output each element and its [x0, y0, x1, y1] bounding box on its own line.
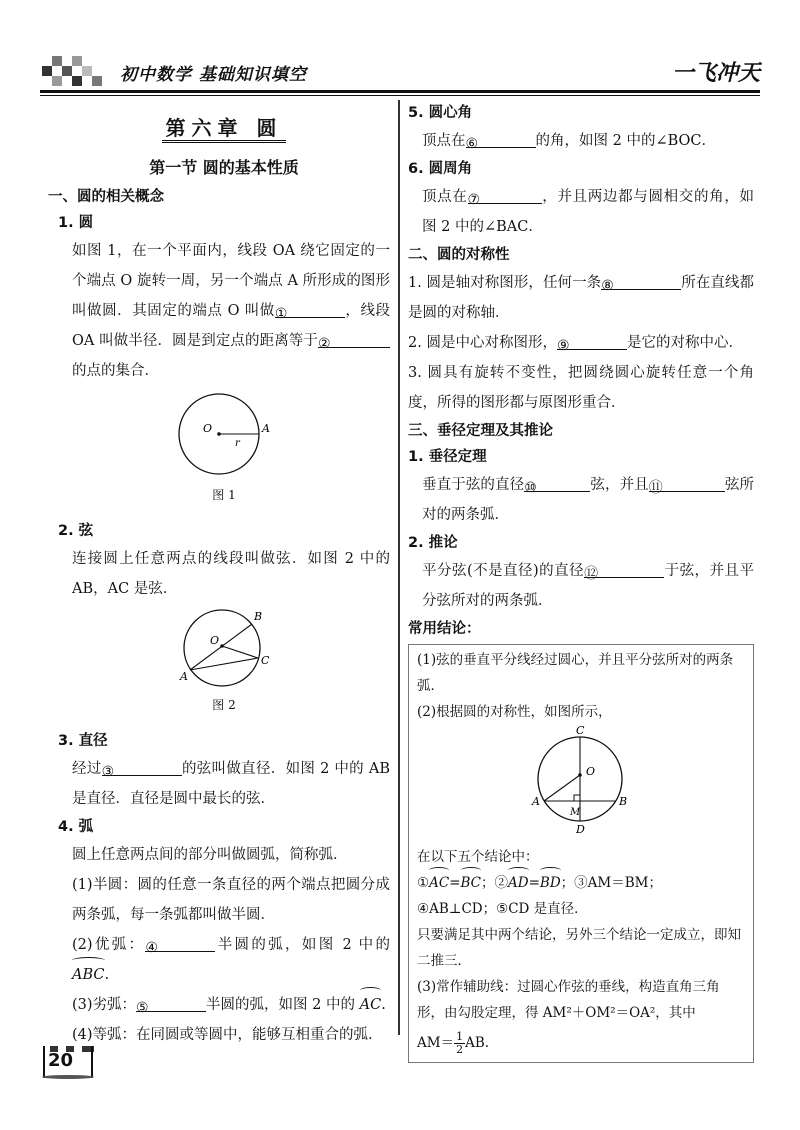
figure-caption: 图 2 — [212, 698, 236, 712]
arc-notation: BC — [461, 870, 482, 896]
arc-notation: BD — [540, 870, 561, 896]
fill-blank[interactable]: ③ — [102, 757, 182, 776]
point-label: B — [619, 795, 628, 808]
point-label: A — [262, 422, 270, 435]
chapter-title: 第六章 圆 — [58, 112, 390, 141]
theorem-heading: 1. 垂径定理 — [408, 449, 487, 465]
fill-blank[interactable]: ⑪ — [649, 473, 725, 492]
fill-blank[interactable]: ① — [275, 299, 345, 318]
part-heading: 三、垂径定理及其推论 — [408, 423, 553, 439]
point-label: D — [576, 823, 585, 835]
radius-label: r — [235, 438, 240, 449]
arc-notation: AC — [360, 990, 382, 1020]
concept-text: 顶点在⑥ 的角，如图 2 中的∠BOC． — [408, 126, 754, 156]
arc-notation: AD — [508, 870, 529, 896]
checkered-decoration-icon — [42, 56, 102, 86]
symmetry-text: 1. 圆是轴对称图形，任何一条⑧ 所在直线都是圆的对称轴． 2. 圆是中心对称图形，⑨ 是它的对称中心． 3. 圆具有旋转不变性，把圆绕圆心旋转任意一个角度，所得的图形都与原图形重合． — [408, 268, 754, 418]
page-number: 20 — [48, 1050, 74, 1071]
fill-blank[interactable]: ⑥ — [466, 129, 536, 148]
theorem-text: 垂直于弦的直径⑩ 弦，并且⑪ 弦所对的两条弧． — [408, 470, 754, 530]
fraction: $\frac{1}{2}$ — [456, 1030, 464, 1056]
point-label: C — [261, 654, 270, 667]
point-label: M — [570, 807, 581, 818]
fill-blank[interactable]: ⑨ — [557, 331, 627, 350]
concept-heading: 2. 弦 — [58, 523, 94, 539]
fill-blank[interactable]: ⑤ — [136, 993, 206, 1012]
part-heading: 一、圆的相关概念 — [48, 189, 164, 205]
fill-blank[interactable]: ④ — [145, 933, 215, 952]
book-title: 初中数学 基础知识填空 — [120, 65, 307, 85]
right-column — [408, 100, 754, 1069]
fill-blank[interactable]: ⑧ — [601, 271, 681, 290]
concept-text: 顶点在⑦ ，并且两边都与圆相交的角，如图 2 中的∠BAC． — [408, 182, 754, 242]
left-column — [48, 100, 391, 1050]
concept-heading: 3. 直径 — [58, 733, 108, 749]
arc-notation: AC — [429, 870, 449, 896]
point-label: C — [576, 725, 585, 737]
conclusions-box: (1)弦的垂直平分线经过圆心，并且平分弦所对的两条弧． (2)根据圆的对称性，如图所示， C O A M B D 在以下五个结论中： ①AC=BC；②AD=BD；③AM＝BM； ④AB⊥CD；⑤CD 是直径． 只要满足其中两个结论，另外三个结论一定成立，即知二推三． (3)常作辅助线：过圆心作弦的垂线，构造直角三角形，由勾股定理，得 AM²＋OM²＝OA²，其中 AM＝ $\frac{1}{2}$ AB. — [408, 644, 754, 1063]
figure-caption: 图 1 — [212, 488, 236, 502]
theorem-text: 平分弦(不是直径)的直径⑫ 于弦，并且平分弦所对的两条弧． — [408, 556, 754, 616]
page-number-badge — [40, 1040, 100, 1080]
concept-heading: 5. 圆心角 — [408, 105, 473, 121]
part-heading: 二、圆的对称性 — [408, 247, 510, 263]
fill-blank[interactable]: ② — [318, 329, 390, 348]
theorem-heading: 2. 推论 — [408, 535, 458, 551]
column-divider — [398, 100, 400, 1035]
fill-blank[interactable]: ⑩ — [524, 473, 590, 492]
point-label: O — [210, 634, 220, 647]
figure-3 — [417, 725, 745, 844]
arc-notation: ABC — [72, 960, 105, 990]
figure-1 — [58, 386, 390, 486]
point-label: O — [203, 422, 213, 435]
concept-heading: 4. 弧 — [58, 819, 94, 835]
point-label: A — [532, 795, 540, 808]
page-header — [40, 52, 760, 94]
concept-text: 如图 1，在一个平面内，线段 OA 绕它固定的一个端点 O 旋转一周，另一个端点 A 所形成的图形叫做圆．其固定的端点 O 叫做① ，线段 OA 叫做半径．圆是到定点的距离等于②的点的集合． — [72, 243, 391, 379]
point-label: O — [586, 765, 596, 778]
point-label: A — [180, 670, 188, 683]
brand-logo: 一飞冲天 — [671, 60, 760, 86]
point-label: B — [254, 610, 263, 623]
concept-text: 圆上任意两点间的部分叫做圆弧，简称弧． (1)半圆：圆的任意一条直径的两个端点把圆分成两条弧，每一条弧都叫做半圆． (2)优弧：④ 半圆的弧，如图 2 中的 ABC. (3)劣弧：⑤ 半圆的弧，如图 2 中的 AC. (4)等弧：在同圆或等圆中，能够互相重合的弧． — [72, 847, 390, 1043]
concept-heading: 1. 圆 — [58, 215, 94, 231]
fill-blank[interactable]: ⑦ — [468, 185, 542, 204]
fill-blank[interactable]: ⑫ — [584, 559, 664, 578]
concept-text: 连接圆上任意两点的线段叫做弦．如图 2 中的 AB，AC 是弦． — [72, 551, 390, 597]
common-conclusions-heading: 常用结论： — [408, 621, 481, 637]
figure-2 — [58, 604, 390, 696]
concept-heading: 6. 圆周角 — [408, 161, 473, 177]
section-title: 第一节 圆的基本性质 — [149, 158, 299, 177]
concept-text: 经过③ 的弦叫做直径．如图 2 中的 AB 是直径．直径是圆中最长的弦． — [58, 754, 390, 814]
